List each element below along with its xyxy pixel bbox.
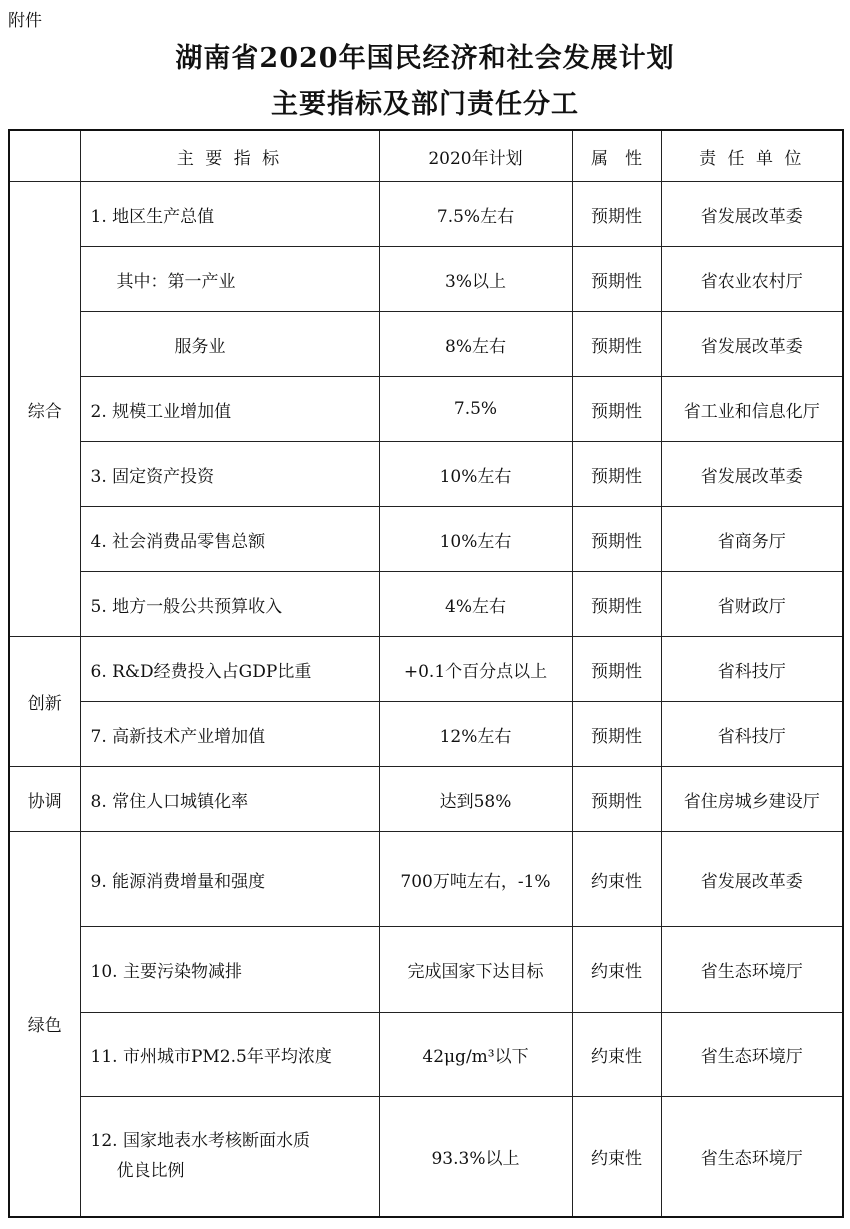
- indicator-line-1: 12. 国家地表水考核断面水质: [90, 1131, 310, 1152]
- unit-cell: 省发展改革委: [661, 832, 843, 927]
- unit-cell: 省生态环境厅: [661, 1013, 843, 1097]
- table-row: [9, 927, 843, 1013]
- table-row: [9, 637, 843, 702]
- indicator-cell: 3. 固定资产投资: [80, 442, 379, 507]
- table-row: [9, 702, 843, 767]
- attribute-cell: 预期性: [572, 702, 661, 767]
- table-row: [9, 312, 843, 377]
- attribute-cell: 预期性: [572, 507, 661, 572]
- attribute-cell: 预期性: [572, 247, 661, 312]
- unit-cell: 省农业农村厅: [661, 247, 843, 312]
- unit-cell: 省商务厅: [661, 507, 843, 572]
- unit-cell: 省生态环境厅: [661, 1097, 843, 1217]
- plan-cell: 达到58%: [379, 767, 572, 832]
- indicator-cell: 4. 社会消费品零售总额: [80, 507, 379, 572]
- unit-cell: 省生态环境厅: [661, 927, 843, 1013]
- table-row: [9, 767, 843, 832]
- plan-cell: 12%左右: [379, 702, 572, 767]
- indicator-table: [8, 129, 844, 1218]
- table-row: [9, 572, 843, 637]
- category-zonghe: 综合: [9, 182, 80, 637]
- plan-cell: 7.5%: [379, 377, 572, 442]
- indicator-cell: 11. 市州城市PM2.5年平均浓度: [80, 1013, 379, 1097]
- indicator-cell: 2. 规模工业增加值: [80, 377, 379, 442]
- plan-cell: +0.1个百分点以上: [379, 637, 572, 702]
- header-plan: 2020年计划: [379, 130, 572, 182]
- attribute-cell: 约束性: [572, 1013, 661, 1097]
- header-indicator: 主 要 指 标: [80, 130, 379, 182]
- attribute-cell: 预期性: [572, 377, 661, 442]
- unit-cell: 省工业和信息化厅: [661, 377, 843, 442]
- unit-cell: 省财政厅: [661, 572, 843, 637]
- document-title: 湖南省2020年国民经济和社会发展计划: [175, 43, 675, 74]
- attribute-cell: 预期性: [572, 312, 661, 377]
- table-row: [9, 1013, 843, 1097]
- table-row: [9, 247, 843, 312]
- unit-cell: 省科技厅: [661, 702, 843, 767]
- plan-cell: 10%左右: [379, 507, 572, 572]
- indicator-cell: 8. 常住人口城镇化率: [80, 767, 379, 832]
- table-row: [9, 1097, 843, 1217]
- attachment-label: 附件: [8, 11, 42, 31]
- attribute-cell: 约束性: [572, 927, 661, 1013]
- category-xietiao: 协调: [9, 767, 80, 832]
- plan-cell: 4%左右: [379, 572, 572, 637]
- indicator-cell: 9. 能源消费增量和强度: [80, 832, 379, 927]
- unit-cell: 省住房城乡建设厅: [661, 767, 843, 832]
- attribute-cell: 预期性: [572, 767, 661, 832]
- plan-cell: 93.3%以上: [379, 1097, 572, 1217]
- header-unit: 责 任 单 位: [661, 130, 843, 182]
- indicator-cell: 10. 主要污染物减排: [80, 927, 379, 1013]
- attribute-cell: 预期性: [572, 637, 661, 702]
- header-attribute: 属 性: [572, 130, 661, 182]
- plan-cell: 10%左右: [379, 442, 572, 507]
- indicator-cell: 1. 地区生产总值: [80, 182, 379, 247]
- indicator-cell: 5. 地方一般公共预算收入: [80, 572, 379, 637]
- table-row: [9, 832, 843, 927]
- attribute-cell: 约束性: [572, 832, 661, 927]
- indicator-cell: [80, 1097, 379, 1217]
- category-lvse: 绿色: [9, 832, 80, 1217]
- table-header-row: [9, 130, 843, 182]
- plan-cell: 700万吨左右，-1%: [379, 832, 572, 927]
- indicator-cell: 服务业: [80, 312, 379, 377]
- indicator-line-2: 优良比例: [116, 1161, 185, 1182]
- plan-cell: 8%左右: [379, 312, 572, 377]
- unit-cell: 省科技厅: [661, 637, 843, 702]
- unit-cell: 省发展改革委: [661, 312, 843, 377]
- table-row: [9, 377, 843, 442]
- plan-cell: 3%以上: [379, 247, 572, 312]
- header-category: [9, 130, 80, 182]
- unit-cell: 省发展改革委: [661, 442, 843, 507]
- category-chuangxin: 创新: [9, 637, 80, 767]
- indicator-cell: 其中：第一产业: [80, 247, 379, 312]
- plan-cell: 完成国家下达目标: [379, 927, 572, 1013]
- document-subtitle: 主要指标及部门责任分工: [271, 89, 579, 120]
- attribute-cell: 预期性: [572, 442, 661, 507]
- attribute-cell: 预期性: [572, 182, 661, 247]
- plan-cell: 42μg/m³以下: [379, 1013, 572, 1097]
- attribute-cell: 约束性: [572, 1097, 661, 1217]
- table-row: [9, 442, 843, 507]
- indicator-cell: 7. 高新技术产业增加值: [80, 702, 379, 767]
- plan-cell: 7.5%左右: [379, 182, 572, 247]
- unit-cell: 省发展改革委: [661, 182, 843, 247]
- indicator-cell: 6. R&D经费投入占GDP比重: [80, 637, 379, 702]
- table-row: [9, 507, 843, 572]
- table-row: [9, 182, 843, 247]
- attribute-cell: 预期性: [572, 572, 661, 637]
